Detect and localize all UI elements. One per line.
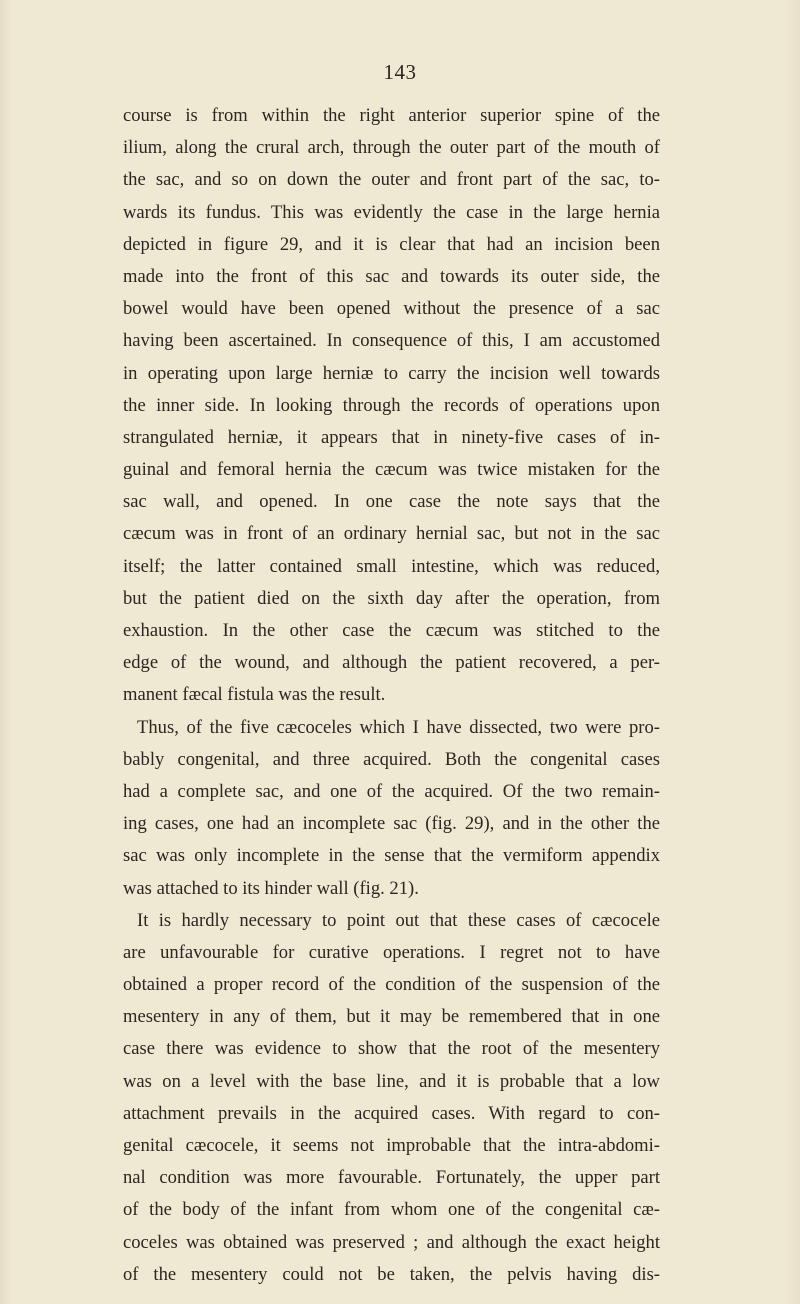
text-line: the inner side. In looking through the records of operations upon: [123, 394, 660, 416]
text-line: exhaustion. In the other case the cæcum was stitched to the: [123, 620, 660, 641]
text-line: itself; the latter contained small intestine, which was reduced,: [123, 555, 660, 577]
text-line: in operating upon large herniæ to carry the incision well towards: [123, 362, 660, 384]
text-line: case there was evidence to show that the root of the mesentery: [123, 1038, 660, 1060]
text-line: attachment prevails in the acquired cases. With regard to con-: [123, 1102, 660, 1124]
text-line: the sac, and so on down the outer and front part of the sac, to-: [123, 169, 660, 191]
paragraph-start-line: Thus, of the five cæcoceles which I have dissected, two were pro-: [137, 716, 660, 738]
text-line: made into the front of this sac and towards its outer side, the: [123, 265, 660, 287]
paragraph-end-line: manent fæcal fistula was the result.: [123, 684, 386, 706]
text-line: depicted in figure 29, and it is clear that had an incision been: [123, 233, 660, 255]
text-line: bowel would have been opened without the presence of a sac: [123, 298, 660, 320]
text-line: had a complete sac, and one of the acquired. Of the two remain-: [123, 780, 660, 802]
text-line: was on a level with the base line, and it is probable that a low: [123, 1070, 660, 1092]
page-number: 143: [383, 60, 417, 84]
text-line: nal condition was more favourable. Fortunately, the upper part: [123, 1167, 660, 1189]
text-line: guinal and femoral hernia the cæcum was twice mistaken for the: [123, 459, 660, 481]
text-line: sac was only incomplete in the sense that the vermiform appendix: [123, 845, 660, 867]
text-line: having been ascertained. In consequence of this, I am accustomed: [123, 330, 660, 352]
text-line: edge of the wound, and although the patient recovered, a per-: [123, 652, 660, 674]
text-line: course is from within the right anterior superior spine of the: [123, 105, 660, 126]
text-line: cæcum was in front of an ordinary hernial sac, but not in the sac: [123, 523, 660, 545]
text-line: wards its fundus. This was evidently the case in the large hernia: [123, 201, 660, 223]
text-line: but the patient died on the sixth day after the operation, from: [123, 587, 660, 609]
text-line: obtained a proper record of the condition of the suspension of the: [123, 974, 660, 996]
text-line: of the mesentery could not be taken, the pelvis having dis-: [123, 1263, 660, 1285]
text-line: coceles was obtained was preserved ; and although the exact height: [123, 1231, 660, 1253]
paragraph-start-line: It is hardly necessary to point out that these cases of cæcocele: [137, 909, 660, 931]
text-line: ing cases, one had an incomplete sac (fig. 29), and in the other the: [123, 813, 660, 835]
text-line: ilium, along the crural arch, through the outer part of the mouth of: [123, 137, 660, 159]
text-line: strangulated herniæ, it appears that in ninety-five cases of in-: [123, 426, 660, 448]
text-line: of the body of the infant from whom one of the congenital cæ-: [123, 1199, 660, 1221]
text-line: mesentery in any of them, but it may be remembered that in one: [123, 1006, 660, 1028]
text-line: genital cæcocele, it seems not improbable that the intra-abdomi-: [123, 1135, 660, 1156]
text-line: sac wall, and opened. In one case the note says that the: [123, 491, 660, 513]
paragraph-end-line: was attached to its hinder wall (fig. 21).: [123, 877, 419, 899]
text-line: bably congenital, and three acquired. Both the congenital cases: [123, 748, 660, 770]
text-line: are unfavourable for curative operations. I regret not to have: [123, 941, 660, 963]
body-text: [123, 100, 660, 1291]
